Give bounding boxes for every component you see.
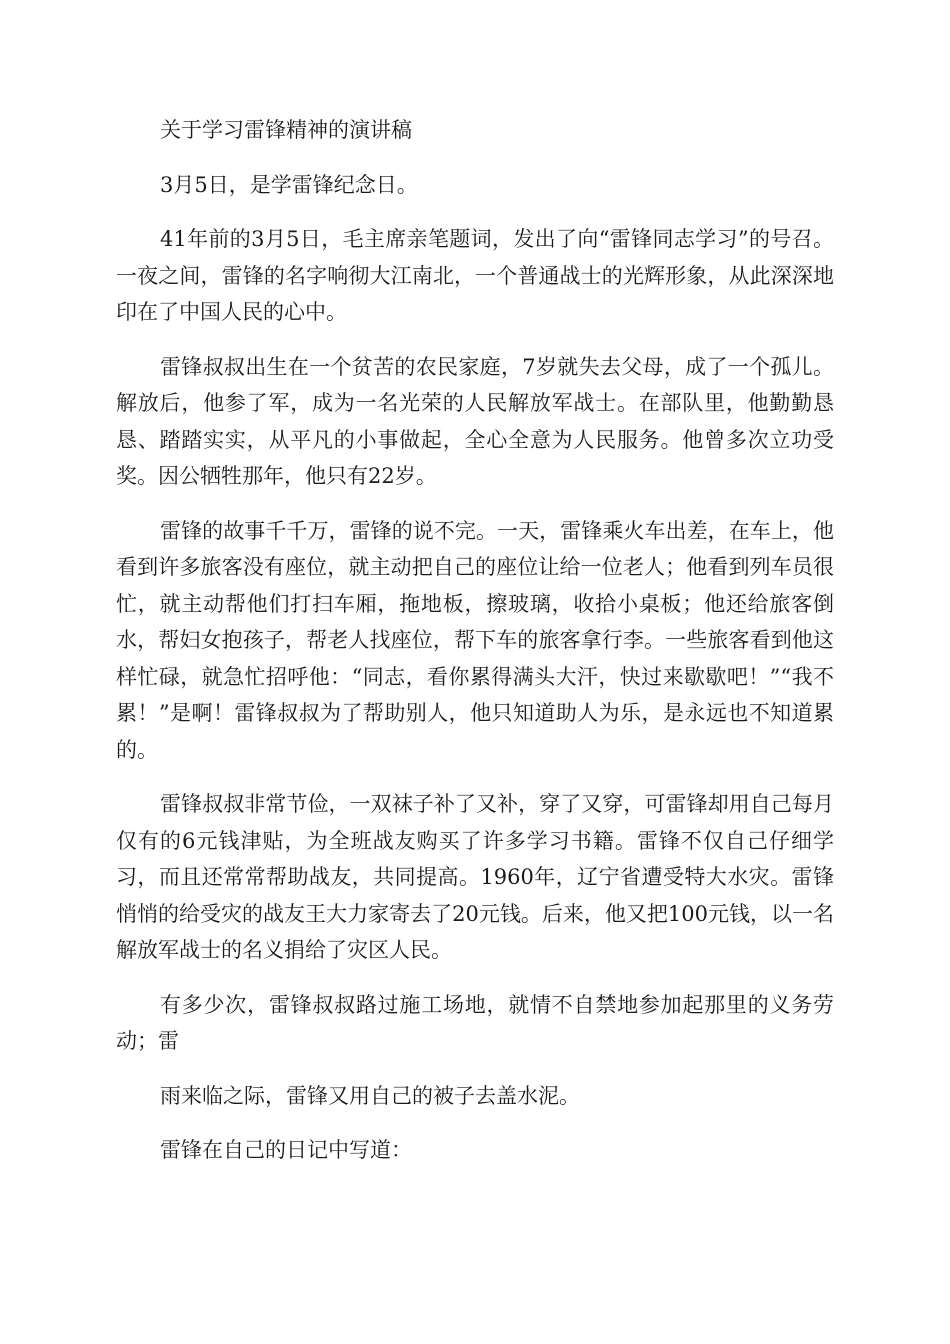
paragraph-biography: 雷锋叔叔出生在一个贫苦的农民家庭，7岁就失去父母，成了一个孤儿。解放后，他参了军，成为一名光荣的人民解放军战士。在部队里，他勤勤恳恳、踏踏实实，从平凡的小事做起，全心全意为人民服务。他曾多次立功受奖。因公牺牲那年，他只有22岁。 (116, 354, 834, 488)
paragraph-intro-date: 3月5日，是学雷锋纪念日。 (160, 172, 418, 197)
paragraph-volunteer-work: 有多少次，雷锋叔叔路过施工场地，就情不自禁地参加起那里的义务劳动；雷 (116, 992, 834, 1053)
document-title: 关于学习雷锋精神的演讲稿 (160, 118, 412, 142)
paragraph-rain: 雨来临之际，雷锋又用自己的被子去盖水泥。 (160, 1083, 580, 1108)
paragraph-history: 41年前的3月5日，毛主席亲笔题词，发出了向“雷锋同志学习”的号召。一夜之间，雷锋的名字响彻大江南北，一个普通战士的光辉形象，从此深深地印在了中国人民的心中。 (116, 227, 834, 324)
paragraph-frugality: 雷锋叔叔非常节俭，一双袜子补了又补，穿了又穿，可雷锋却用自己每月仅有的6元钱津贴，为全班战友购买了许多学习书籍。雷锋不仅自己仔细学习，而且还常常帮助战友，共同提高。1960年，辽宁省遭受特大水灾。雷锋悄悄的给受灾的战友王大力家寄去了20元钱。后来，他又把100元钱，以一名解放军战士的名义捐给了灾区人民。 (116, 792, 834, 962)
document-body (116, 112, 834, 1187)
paragraph-train-story: 雷锋的故事千千万，雷锋的说不完。一天，雷锋乘火车出差，在车上，他看到许多旅客没有座位，就主动把自己的座位让给一位老人；他看到列车员很忙，就主动帮他们打扫车厢，拖地板，擦玻璃，收拾小桌板；他还给旅客倒水，帮妇女抱孩子，帮老人找座位，帮下车的旅客拿行李。一些旅客看到他这样忙碌，就急忙招呼他：“同志，看你累得满头大汗，快过来歇歇吧！”“我不累！”是啊！雷锋叔叔为了帮助别人，他只知道助人为乐，是永远也不知道累的。 (116, 518, 834, 762)
paragraph-diary: 雷锋在自己的日记中写道： (160, 1138, 412, 1162)
